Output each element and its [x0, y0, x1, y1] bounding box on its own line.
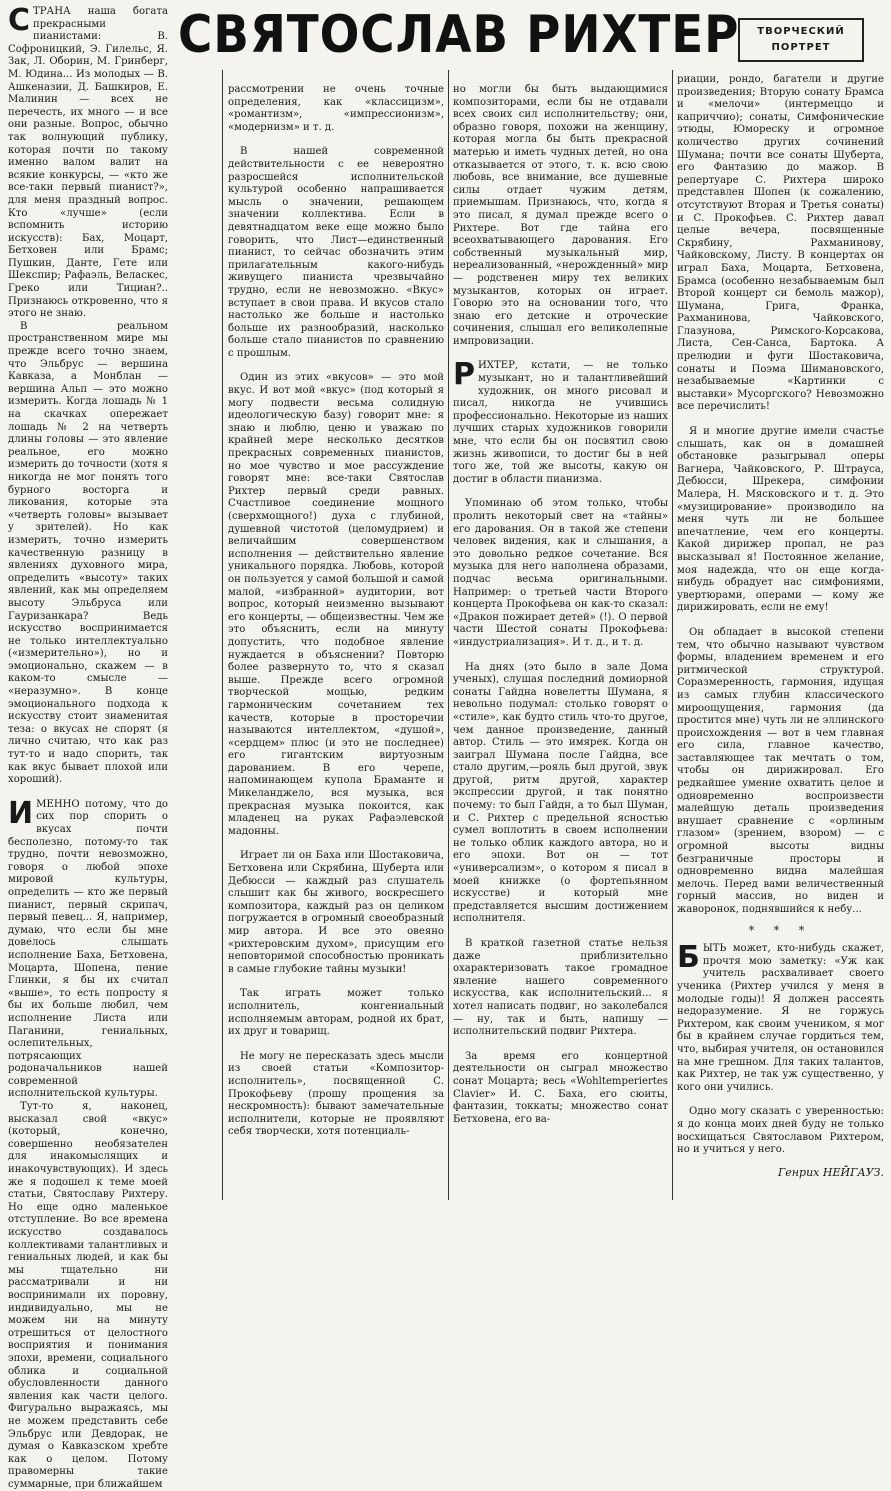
paragraph: В краткой газетной статье нельзя даже приблизительно охарактеризовать такое громадное явление нашего современного искусства, как исполнительский... я хотел написать подвиг, но заколебался — ну, так и быть, напишу — исполнительский подвиг Рихтера.: [453, 938, 668, 1038]
column-1: [8, 3, 168, 1490]
column-divider: [672, 70, 673, 1200]
paragraph: Одно могу сказать с уверенностью: я до конца моих дней буду не только восхищаться Святославом Рихтером, но и учиться у него.: [677, 1106, 884, 1156]
paragraph: Не могу не пересказать здесь мысли из своей статьи «Композитор-исполнитель», посвященной С. Прокофьеву (прошу прощения за нескромность): бывают замечательные исполнители, которые не проявляют себя творчески, хотя потенциаль-: [228, 1050, 444, 1138]
author-signature: Генрих НЕЙГАУЗ.: [778, 1165, 884, 1179]
paragraph: Упоминаю об этом только, чтобы пролить некоторый свет на «тайны» его дарования. Он в такой же степени человек видения, как и слышания, а это довольно редкое сочетание. Вся музыка для него наполнена образами, подчас весьма оригинальными. Например: о третьей части Второго концерта Прокофьева он как-то сказал: «Дракон пожирает детей» (!). О первой части Шестой сонаты Прокофьева: «индустриализация». И т. д., и т. д.: [453, 498, 668, 648]
column-divider: [222, 70, 223, 1200]
paragraph: ИМЕННО потому, что до сих пор спорить о вкусах почти бесполезно, потому-то так трудно, почти невозможно, говоря о любой эпохе мировой культуры, определить — кто же первый пианист, первый скрипач, первый певец... Я, например, думаю, что если бы мне довелось слышать исполнение Баха, Бетховена, Моцарта, Шопена, пение Глинки, я бы их считал «выше», то есть попросту я бы их больше любил, чем исполнение Листа или Паганини, гениальных, ослепительных, потрясающих родоначальников нашей современной исполнительской культуры.: [8, 795, 168, 1100]
paragraph: На днях (это было в зале Дома ученых), слушая последний домиорной сонаты Гайдна новелетты Шумана, я невольно подумал: столько говорят о «стиле», как будто стиль что-то другое, чем данное произведение, данный автор. Стиль — это имярек. Когда он заиграл Шумана после Гайдна, все стало другим,—рояль был другой, звук другой, ритм другой, характер экспрессии другой, и так понятно почему: то был Гайдн, а то был Шуман, и С. Рихтер с предельной ясностью сумел воплотить в своем исполнении не только облик каждого автора, но и его эпохи. Вот он — тот «универсализм», о котором я писал в моей книжке (о фортепьянном искусстве) и который мне представляется высшим достижением исполнителя.: [453, 661, 668, 925]
column-2: [228, 84, 444, 1204]
paragraph: СТРАНА наша богата прекрасными пианистами: В. Софроницкий, Э. Гилельс, Я. Зак, Л. Оборин, М. Гринберг, М. Юдина... Из молодых — В. Ашкеназии, Д. Башкиров, Е. Малинин — всех не перечесть, их много — и все они разные. Вопрос, обычно так волнующий публику, которая почти по такому именно валом валит на всякие конкурсы, — «кто же все-таки первый пианист?», для меня праздный вопрос. Кто «лучше» (если вспомнить историю искусств): Бах, Моцарт, Бетховен или Брамс; Пушкин, Данте, Гете или Шекспир; Рафаэль, Веласкес, Греко или Тициан?.. Признаюсь откровенно, что я этого не знаю.: [8, 3, 168, 320]
section-separator: * * *: [748, 923, 813, 937]
paragraph: В реальном пространственном мире мы прежде всего точно знаем, что Эльбрус — вершина Кавказа, а Монблан — вершина Альп — это можно измерить. Когда лошадь № 1 на скачках опережает лошадь № 2 на четверть длины головы — это явление реальное, его можно измерить до точности (хотя я никогда не мог понять того бурного восторга и ликования, которые эта «четверть головы» вызывает у зрителей). Но как измерить, точно измерить качественную разницу в явлениях духовного мира, определить «высоту» таких явлений, как мы определяем высоту Эльбруса или Гауризанкара? Ведь искусство воспринимается не только интеллектуально («измерительно»), но и эмоционально, скажем — в каком-то смысле — «неразумно». В конце эмоционального подхода к искусству стоит знаменитая теза: о вкусах не спорят (я лично считаю, что как раз тут-то и надо спорить, так как вкус бывает плохой или хороший).: [8, 320, 168, 786]
rubric-line-2: ПОРТРЕТ: [771, 42, 831, 53]
paragraph: Тут-то я, наконец, высказал свой «вкус» (который, конечно, совершенно необязателен для инакомыслящих и инакочувствующих). И здесь же я подошел к теме моей статьи, Святославу Рихтеру. Но еще одно маленькое отступление. Во все времена искусство создавалось коллективами талантливых и гениальных людей, и как бы мы тщательно ни рассматривали и ни воспринимали их поровну, индивидуально, мы не можем ни на минуту отрешиться от целостного восприятия и понимания эпохи, времени, социального облика и социальной обусловленности данного явления как части целого. Фигурально выражаясь, мы не можем представить себе Эльбрус или Девдорак, не думая о Кавказском хребте как о целом. Потому правомерны такие суммарные, при ближайшем: [8, 1101, 168, 1490]
column-3: [453, 84, 668, 1204]
paragraph: рассмотрении не очень точные определения, как «классицизм», «романтизм», «импрессионизм», «модернизм» и т. д.: [228, 84, 444, 133]
paragraph: Играет ли он Баха или Шостаковича, Бетховена или Скрябина, Шуберта или Дебюсси — каждый раз слушатель слышит как бы живого, воскресшего композитора, каждый раз он целиком погружается в огромный своеобразный мир автора. И все это овеяно «рихтеровским духом», присущим его неповторимой способностью проникать в самые глубокие тайны музыки!: [228, 850, 444, 975]
paragraph: риации, рондо, багатели и другие произведения; Вторую сонату Брамса и «мелочи» (интермеццо и каприччио); сонаты, Симфонические этюды, Юмореску и огромное количество других сочинений Шумана; почти все сонаты Шуберта, его Фантазию до мажор. В репертуаре С. Рихтера широко представлен Шопен (к сожалению, отсутствуют Вторая и Третья сонаты) и С. Прокофьев. С. Рихтер давал целые вечера, посвященные Скрябину, Рахманинову, Чайковскому, Листу. В концертах он играл Баха, Моцарта, Бетховена, Брамса (особенно незабываемым был Второй концерт си бемоль мажор), Шумана, Грига, Франка, Рахманинова, Чайковского, Глазунова, Римского-Корсакова, Листа, Сен-Санса, Бартока. А прелюдии и фуги Шостаковича, сонаты и Поэма Шимановского, незабываемые «Картинки с выставки» Мусоргского? Невозможно все перечислить!: [677, 74, 884, 413]
column-divider: [448, 70, 449, 1200]
rubric-line-1: ТВОРЧЕСКИЙ: [757, 26, 845, 37]
paragraph: но могли бы быть выдающимися композиторами, если бы не отдавали всех своих сил исполнительству; они, образно говоря, похожи на женщину, которая могла бы быть прекрасной матерью и иметь чудных детей, но она отказывается от этого, т. к. всю свою любовь, все внимание, все душевные силы отдает чужим детям, приемышам. Признаюсь, что, когда я это писал, я думал прежде всего о Рихтере. Вот где тайна его всеохватывающего дарования. Его собственный музыкальный мир, нереализованный, «нерожденный» мир — родственен миру тех великих музыкантов, которых он играет. Говорю это на основании того, что знаю его детские и отроческие сочинения, слышал его великолепные импровизации.: [453, 84, 668, 347]
paragraph: В нашей современной действительности с ее невероятно разросшейся исполнительской культурой особенно напрашивается мысль о значении, решающем значении коллектива. Если в девятнадцатом веке еще можно было говорить, что Лист—единственный пианист, то сейчас обозначить этим прилагательным какого-нибудь живущего пианиста чрезвычайно трудно, если не невозможно. «Вкус» вступает в свои права. И вкусов стало настолько же больше и настолько больше их разнообразий, насколько больше стало пианистов по сравнению с прошлым.: [228, 146, 444, 359]
paragraph: Один из этих «вкусов» — это мой вкус. И вот мой «вкус» (под который я могу подвести весьма солидную идеологическую базу) говорит мне: я знаю и люблю, ценю и уважаю по крайней мере несколько десятков прекрасных современных пианистов, но мое чувство и мое рассуждение говорят мне: все-таки Святослав Рихтер первый среди равных. Счастливое соединение мощного (сверхмощного!) духа с глубиной, душевной чистотой (целомудрием) и величайшим совершенством исполнения — действительно явление уникального порядка. Любовь, которой он пользуется у самой большой и самой малой, «избранной» аудитории, вот вопрос, который неизменно вызывают его концерты, — общеизвестны. Чем же это объяснить, если на минуту допустить, что подобное явление нуждается в объяснении? Повторю более развернуто то, что я сказал выше. Прежде всего огромной творческой мощью, редким гармоническим сочетанием тех качеств, которые в просторечии называются интеллектом, «душой», «сердцем» плюс (и это не последнее) его гигантским виртуозным дарованием. В его черепе, напоминающем купола Браманте и Микеланджело, вся музыка, вся прекрасная музыка покоится, как младенец на руках Рафаэлевской мадонны.: [228, 372, 444, 837]
paragraph: За время его концертной деятельности он сыграл множество сонат Моцарта; весь «Wohltemperiertes Clavier» И. С. Баха, его сюиты, фантазии, токкаты; множество сонат Бетховена, его ва-: [453, 1050, 668, 1125]
paragraph: РИХТЕР, кстати, — не только музыкант, но и талантливейший художник, он много рисовал и писал, никогда не учившись профессионально. Некоторые из наших лучших старых художников говорили мне, что если бы он посвятил свою жизнь живописи, то достиг бы в ней того же, той же высоты, какую он достиг в области пианизма.: [453, 357, 668, 485]
rubric-box: [738, 18, 864, 62]
article-title: СВЯТОСЛАВ РИХТЕР: [178, 5, 740, 65]
paragraph: Я и многие другие имели счастье слышать, как он в домашней обстановке разыгрывал оперы Вагнера, Чайковского, Р. Штрауса, Дебюсси, Шрекера, симфонии Малера, Н. Мясковского и т. д. Это «музицирование» производило на меня чуть ли не большее впечатление, чем его концерты. Какой дирижер пропал, не раз высказывал я! Постоянное желание, моя надежда, что он еще когда-нибудь обрадует нас симфониями, увертюрами, операми — кому же дирижировать, если не ему!: [677, 426, 884, 614]
paragraph: Он обладает в высокой степени тем, что обычно называют чувством формы, владением временем и его ритмической структурой. Соразмеренность, гармония, идущая из самых глубин классического мироощущения, гармония (да простится мне) чуть ли не эллинского происхождения — вот в чем главная его сила, главное качество, заставляющее так мечтать о том, чтобы он дирижировал. Его редкайшее умение охватить целое и одновременно воспроизвести малейшую деталь произведения внушает сравнение с «орлиным глазом» (зрением, взором) — с огромной высоты видны безграничные просторы и одновременно видна малейшая мелочь. Перед вами величественный горный массив, но виден и жаворонок, поднявшийся к небу...: [677, 626, 884, 915]
paragraph: БЫТЬ может, кто-нибудь скажет, прочтя мою заметку: «Уж как учитель расхваливает своего ученика (Рихтер учился у меня в молодые годы)! Я должен рассеять недоразумение. Я не горжусь Рихтером, как своим учеником, я мог бы в крайнем случае гордиться тем, что, выбирая учителя, он остановился на мне грешном. Для таких талантов, как Рихтер, не так уж существенно, у кого они учились.: [677, 940, 884, 1093]
paragraph: Так играть может только исполнитель, конгениальный исполняемым авторам, родной их брат, их друг и товарищ.: [228, 988, 444, 1038]
column-4: [677, 74, 884, 1204]
